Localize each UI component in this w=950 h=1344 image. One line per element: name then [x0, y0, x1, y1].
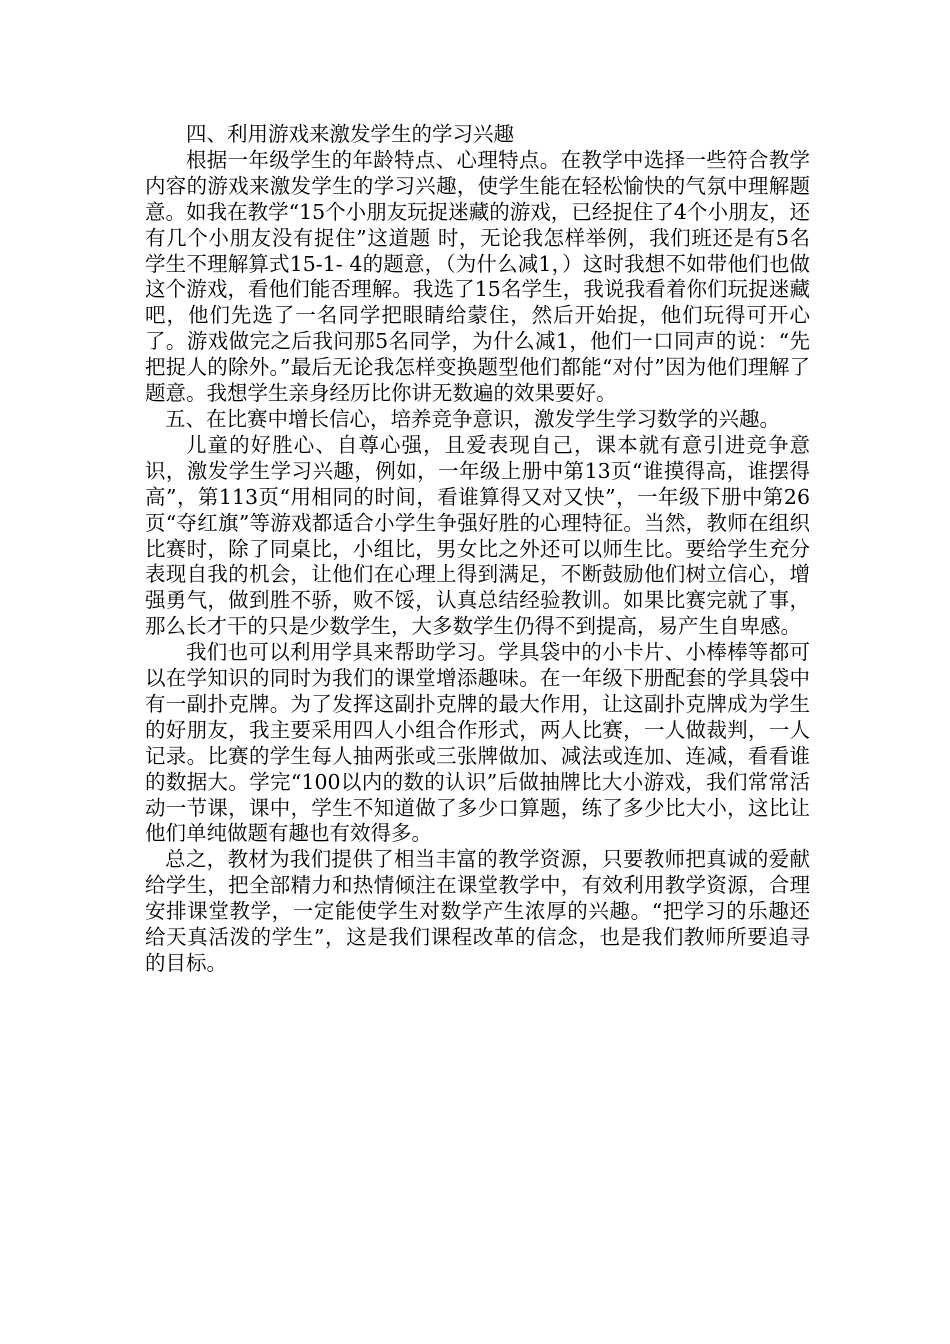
document-body: [145, 122, 810, 977]
section-heading-five: 五、在比赛中增长信心，培养竞争意识，激发学生学习数学的兴趣。: [165, 406, 780, 431]
paragraph-conclusion: 总之，教材为我们提供了相当丰富的教学资源，只要教师把真诚的爱献给学生，把全部精力和热情倾注在课堂教学中，有效利用教学资源，合理安排课堂教学，一定能使学生对数学产生浓厚的兴趣。“把学习的乐趣还给天真活泼的学生”，这是我们课程改革的信念，也是我们教师所要追寻的目标。: [145, 847, 810, 975]
paragraph-learning-tools: 我们也可以利用学具来帮助学习。学具袋中的小卡片、小棒棒等都可以在学知识的同时为我们的课堂增添趣味。在一年级下册配套的学具袋中有一副扑克牌。为了发挥这副扑克牌的最大作用，让这副扑克牌成为学生的好朋友，我主要采用四人小组合作形式，两人比赛，一人做裁判，一人记录。比赛的学生每人抽两张或三张牌做加、减法或连加、连减，看看谁的数据大。学完“100以内的数的认识”后做抽牌比大小游戏，我们常常活动一节课，课中，学生不知道做了多少口算题，练了多少比大小，这比让他们单纯做题有趣也有效得多。: [145, 640, 810, 846]
paragraph-game-teaching: 根据一年级学生的年龄特点、心理特点。在教学中选择一些符合教学内容的游戏来激发学生的学习兴趣，使学生能在轻松愉快的气氛中理解题意。如我在教学“15个小朋友玩捉迷藏的游戏，已经捉住了4个小朋友，还有几个小朋友没有捉住”这道题 时，无论我怎样举例，我们班还是有5名学生不理解算式15-1- 4的题意，（为什么减1，）这时我想不如带他们也做这个游戏，看他们能否理解。我选了15名学生，我说我看着你们玩捉迷藏吧，他们先选了一名同学把眼睛给蒙住，然后开始捉，他们玩得可开心了。游戏做完之后我问那5名同学，为什么减1，他们一口同声的说：“先把捉人的除外。”最后无论我怎样变换题型他们都能“对付”因为他们理解了题意。我想学生亲身经历比你讲无数遍的效果要好。: [145, 147, 810, 406]
paragraph-competition: 儿童的好胜心、自尊心强，且爱表现自己，课本就有意引进竞争意识，激发学生学习兴趣，例如，一年级上册中第13页“谁摸得高，谁摆得高”，第113页“用相同的时间，看谁算得又对又快”，一年级下册中第26页“夺红旗”等游戏都适合小学生争强好胜的心理特征。当然，教师在组织比赛时，除了同桌比，小组比，男女比之外还可以师生比。要给学生充分表现自我的机会，让他们在心理上得到满足，不断鼓励他们树立信心，增强勇气，做到胜不骄，败不馁，认真总结经验教训。如果比赛完就了事，那么长才干的只是少数学生，大多数学生仍得不到提高，易产生自卑感。: [145, 432, 810, 639]
section-heading-four: 四、利用游戏来激发学生的学习兴趣: [186, 122, 514, 146]
